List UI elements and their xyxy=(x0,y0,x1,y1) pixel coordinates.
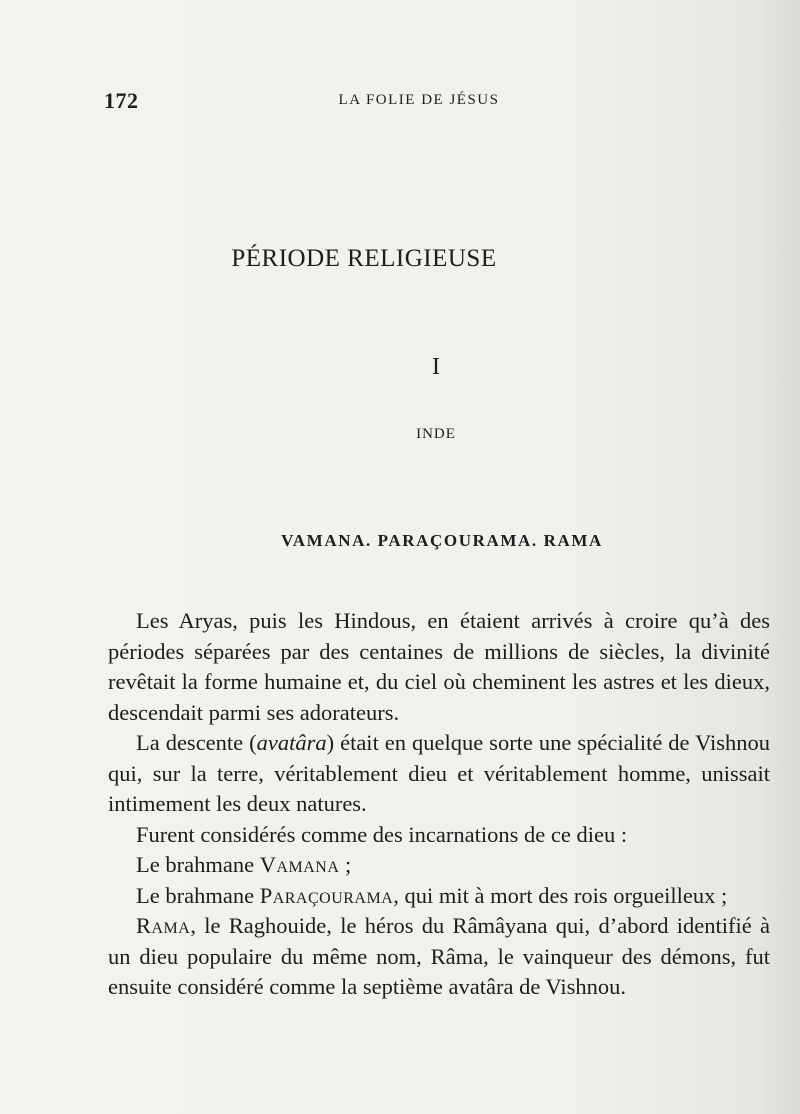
page-header xyxy=(104,88,664,118)
name-vamana: Vamana xyxy=(259,852,340,877)
chapter-heading: VAMANA. PARAÇOURAMA. RAMA xyxy=(281,531,603,550)
running-head: LA FOLIE DE JÉSUS xyxy=(338,92,500,108)
name-rama: Rama xyxy=(136,913,191,938)
roman-numeral: I xyxy=(432,354,440,380)
paragraph-4 xyxy=(108,850,770,881)
page-number: 172 xyxy=(104,88,139,113)
subsection-title: INDE xyxy=(416,426,456,442)
paragraph-3: Furent considérés comme des incarnations de ce dieu : xyxy=(136,821,628,847)
paragraph-6-end: , le Raghouide, le héros du Râmâyana qui, d’abord identifié à un dieu populaire du même nom, Râma, le vainqueur des démons, fut ensuite considéré comme la septième avatâra de Vishnou. xyxy=(108,913,770,999)
paragraph-2-start: La descente ( xyxy=(136,730,257,755)
paragraph-5-end: , qui mit à mort des rois orgueilleux ; xyxy=(393,882,728,908)
paragraph-2 xyxy=(108,728,770,820)
paragraph-2-end: ) était en quelque sorte une spécialité de Vishnou qui, sur la terre, véritablement dieu et véritablement homme, unissait intimement les deux natures. xyxy=(108,730,770,816)
name-paracourama: Paraçourama xyxy=(259,882,394,908)
paragraph-4-start: Le brahmane xyxy=(136,852,260,877)
section-title: PÉRIODE RELIGIEUSE xyxy=(231,245,497,272)
paragraph-6 xyxy=(108,911,770,1003)
body-text xyxy=(108,606,770,1003)
italic-term: avatâra xyxy=(256,730,327,755)
paragraph-5-start: Le brahmane xyxy=(136,882,260,908)
paragraph-1: Les Aryas, puis les Hindous, en étaient arrivés à croire qu’à des périodes séparées par des centaines de millions de siècles, la divinité revêtait la forme humaine et, du ciel où cheminent les astres et les dieux, descendait parmi ses adorateurs. xyxy=(108,608,770,725)
paragraph-4-end: ; xyxy=(339,852,352,877)
paragraph-5 xyxy=(108,881,770,912)
